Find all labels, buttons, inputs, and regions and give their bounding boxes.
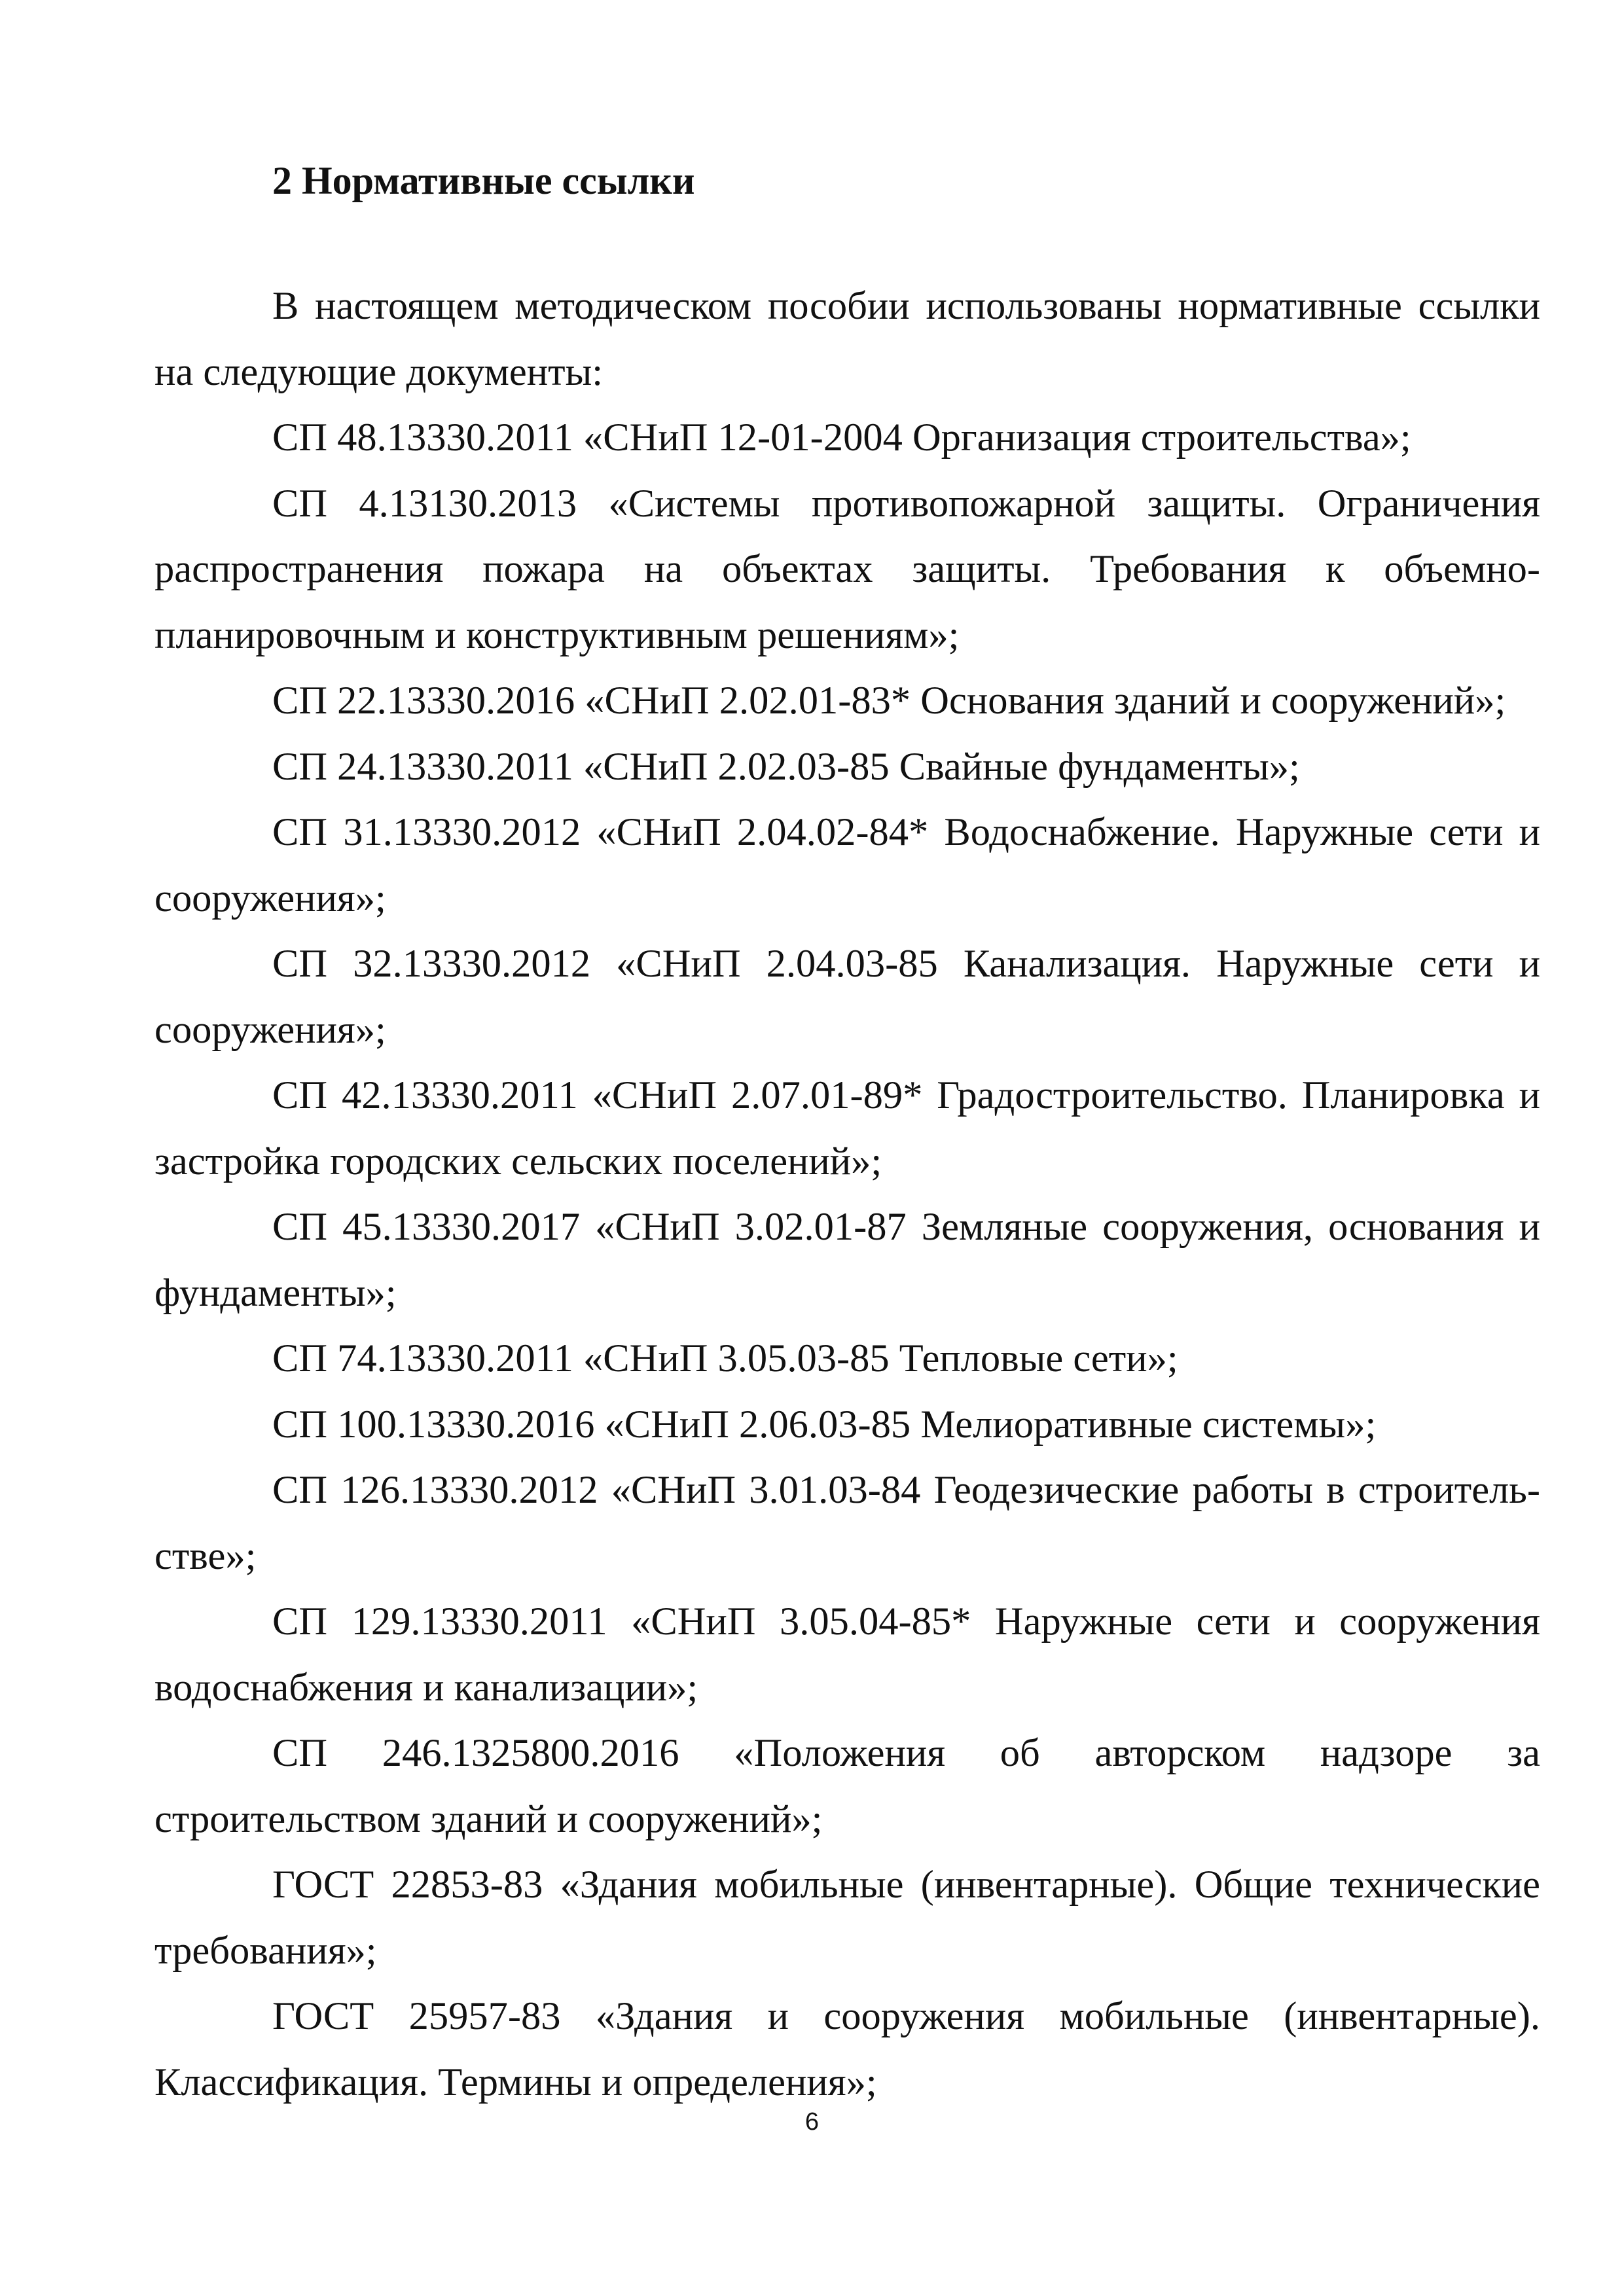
reference-item: СП 4.13130.2013 «Системы противопожарной защиты. Ограничения распространения пожара на объектах защиты. Требования к объемно-планировочным и конструктивным решениям»; <box>154 481 1540 657</box>
reference-item: СП 32.13330.2012 «СНиП 2.04.03-85 Канализация. Наружные сети и сооружения»; <box>154 942 1540 1052</box>
reference-item: СП 74.13330.2011 «СНиП 3.05.03-85 Тепловые сети»; <box>272 1336 1178 1380</box>
reference-item: СП 129.13330.2011 «СНиП 3.05.04-85* Наружные сети и сооружения водоснабжения и канализации»; <box>154 1600 1540 1710</box>
reference-item: ГОСТ 25957-83 «Здания и сооружения мобильные (инвентарные). Классификация. Термины и определения»; <box>154 1994 1540 2104</box>
reference-item: СП 31.13330.2012 «СНиП 2.04.02-84* Водоснабжение. Наружные сети и сооружения»; <box>154 810 1540 920</box>
reference-item: СП 48.13330.2011 «СНиП 12-01-2004 Организация строительства»; <box>272 416 1411 459</box>
references-list <box>154 274 1540 2115</box>
reference-item: ГОСТ 22853-83 «Здания мобильные (инвентарные). Общие технические требования»; <box>154 1863 1540 1973</box>
reference-item: СП 126.13330.2012 «СНиП 3.01.03-84 Геодезические работы в строительстве»; <box>154 1468 1540 1578</box>
page-number: 6 <box>804 2108 820 2136</box>
reference-item: СП 45.13330.2017 «СНиП 3.02.01-87 Земляные сооружения, основания и фундаменты»; <box>154 1205 1540 1315</box>
reference-item: СП 24.13330.2011 «СНиП 2.02.03-85 Свайные фундаменты»; <box>272 744 1300 789</box>
intro-paragraph: В настоящем методическом пособии использованы нормативные ссылки на следующие документы: <box>154 284 1540 394</box>
reference-item: СП 42.13330.2011 «СНиП 2.07.01-89* Градостроительство. Планировка и застройка городских сельских поселений»; <box>154 1073 1540 1183</box>
reference-item: СП 246.1325800.2016 «Положения об авторском надзоре за строительством зданий и сооружений»; <box>154 1731 1540 1841</box>
reference-item: СП 22.13330.2016 «СНиП 2.02.01-83* Основания зданий и сооружений»; <box>272 679 1506 723</box>
reference-item: СП 100.13330.2016 «СНиП 2.06.03-85 Мелиоративные системы»; <box>272 1402 1377 1446</box>
section-heading: 2 Нормативные ссылки <box>272 159 695 202</box>
